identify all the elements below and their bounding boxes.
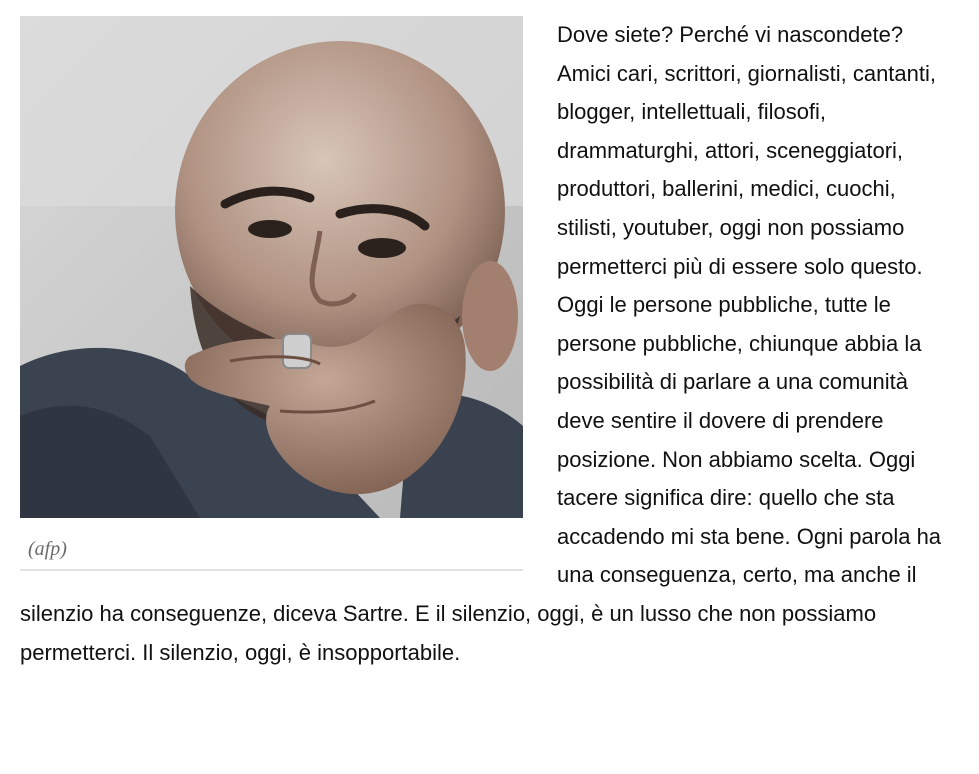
photo-caption: (afp) [20, 518, 523, 571]
article [20, 16, 950, 672]
article-paragraph: Dove siete? Perché vi nascondete? Amici cari, scrittori, giornalisti, cantanti, blogger, intellettuali, filosofi, drammaturghi, attori, sceneggiatori, produttori, ballerini, medici, cuochi, stilisti, youtuber, oggi non possiamo permetterci più di essere solo questo. Oggi le persone pubbliche, tutte le persone pubbliche, chiunque abbia la possibilità di parlare a una comunità deve sentire il dovere di prendere posizione. Non abbiamo scelta. Oggi tacere significa dire: quello che sta accadendo mi sta bene. Ogni parola ha una conseguenza, certo, ma anche il silenzio ha conseguenze, diceva Sartre. E il silenzio, oggi, è un lusso che non possiamo permetterci. Il silenzio, oggi, è insopportabile. [20, 22, 942, 665]
